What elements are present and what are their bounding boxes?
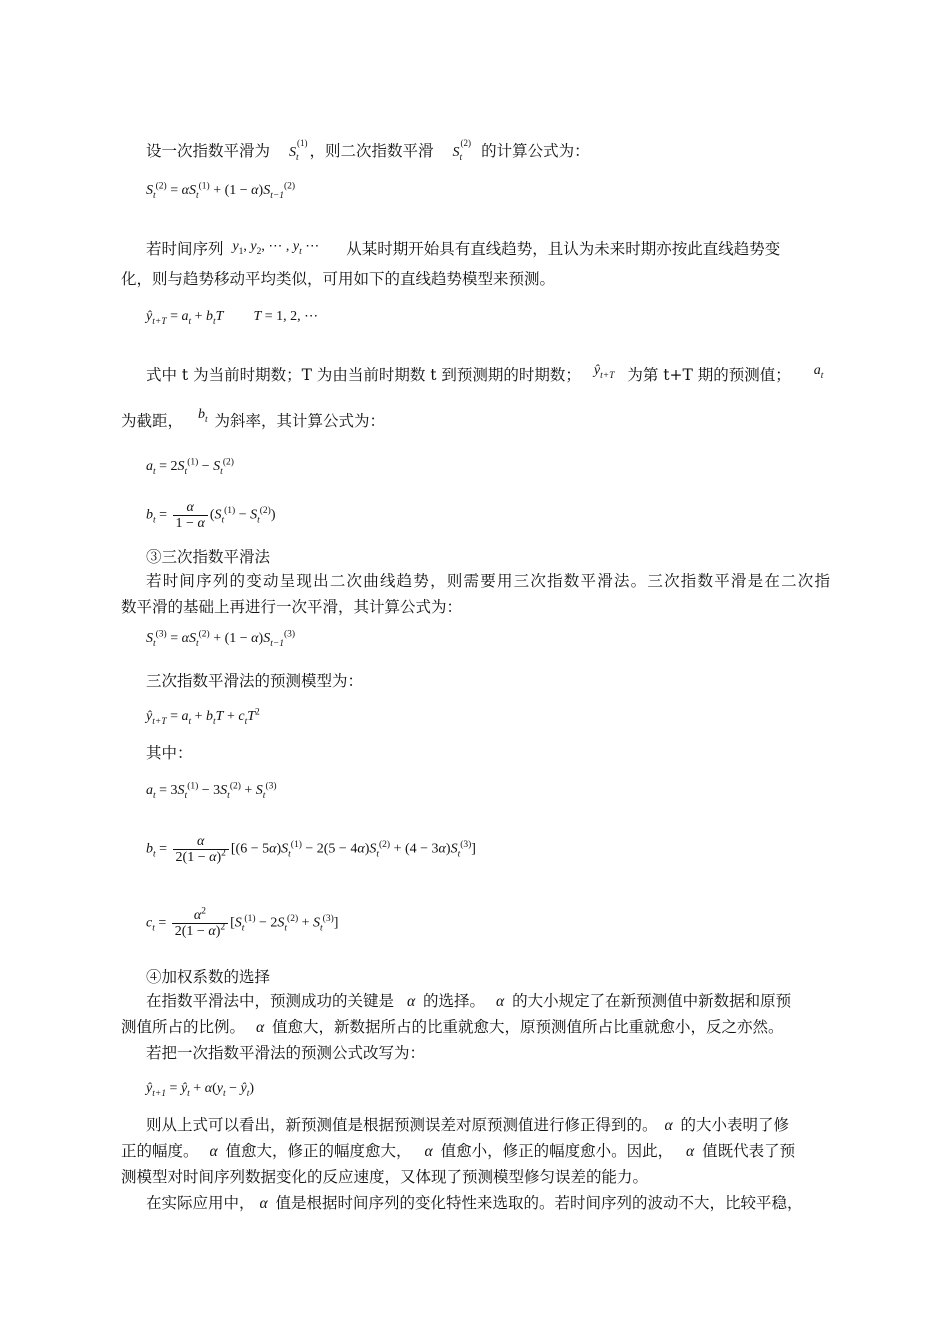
paragraph-triple-smoothing-line2: 数平滑的基础上再进行一次平滑，其计算公式为： (121, 598, 463, 616)
text-p9f: 值既代表了预 (702, 1142, 796, 1160)
formula-quadratic-at: $a_t = 3S_t^{(1)} - 3S_t^{(2)} + S_t^{(3)}$ (146, 781, 277, 801)
text-p7b: 的选择。 (423, 992, 486, 1010)
alpha-symbol: α (406, 993, 416, 1010)
text-p7d: 测值所占的比例。 (121, 1018, 246, 1036)
paragraph-practical-application (146, 1192, 830, 1215)
text-p9b: 的大小表明了修 (680, 1116, 790, 1134)
inline-formula-st1: $S_t$ (1) (288, 138, 308, 163)
formula-intercept-at: $a_t = 2S_t^{(1)} - S_t^{(2)}$ (146, 457, 234, 477)
text-p7a: 在指数平滑法中，预测成功的关键是 (146, 992, 395, 1010)
paragraph-weight-line2 (121, 1016, 784, 1039)
alpha-symbol: α (255, 1019, 265, 1036)
text-p2c: 化，则与趋势移动平均类似，可用如下的直线趋势模型来预测。 (121, 270, 556, 288)
alpha-symbol: α (495, 993, 505, 1010)
section-heading-triple-smoothing: ③三次指数平滑法 (146, 548, 271, 566)
text-p7c: 的大小规定了在新预测值中新数据和原预 (512, 992, 792, 1010)
alpha-symbol: α (209, 1143, 218, 1160)
section-heading-weight-selection: ④加权系数的选择 (146, 968, 271, 986)
formula-linear-trend-model: $ŷ_{t+T} = a_t + b_tT$ T = 1, 2, ⋯ (146, 309, 319, 327)
paragraph-correction-line2 (121, 1140, 795, 1163)
inline-formula-bt: $b_t$ (197, 407, 208, 425)
text-p3d: 为斜率，其计算公式为： (214, 412, 386, 430)
alpha-symbol: α (424, 1143, 433, 1160)
text-p1b: ，则二次指数平滑 (309, 142, 434, 160)
inline-formula-st2: $S_t$ (2) (452, 138, 471, 163)
paragraph-variable-definitions-line2 (121, 407, 386, 434)
formula-third-order-smoothing: $S_t^{(3)} = \alpha S_t^{(2)} + (1 - \alpha)S_{t-1}^{(3)}$ (146, 629, 296, 649)
paragraph-rewrite-intro: 若把一次指数平滑法的预测公式改写为： (146, 1044, 426, 1062)
formula-quadratic-ct: $c_t$ = $\frac{\alpha^2}{2(1 - \alpha)^2}$ $[S_t^{(1)} - 2S_t^{(2)} + S_t^{(3)}]$ (146, 906, 339, 939)
text-p7e: 值愈大，新数据所占的比重就愈大，原预测值所占比重就愈小，反之亦然。 (272, 1018, 784, 1036)
text-p10b: 值是根据时间序列的变化特性来选取的。若时间序列的波动不大，比较平稳， (275, 1194, 803, 1212)
inline-formula-series: $y_1$, $y_2$, ⋯ , $y_t$ ⋯ (232, 239, 320, 257)
formula-slope-bt: $b_t$ = $\frac{\alpha}{1 - \alpha}$ $(S_t^{(1)} - S_t^{(2)})$ (146, 500, 276, 531)
alpha-symbol: α (686, 1143, 695, 1160)
formula-update-rule: $ŷ_{t+1}$ = $ŷ_t + \alpha(y_t$ − $ŷ_t$) (146, 1081, 255, 1099)
paragraph-triple-smoothing-line1: 若时间序列的变动呈现出二次曲线趋势，则需要用三次指数平滑法。三次指数平滑是在二次指 (146, 572, 830, 590)
text-p10a: 在实际应用中， (146, 1194, 255, 1212)
text-p2a: 若时间序列 (146, 240, 224, 258)
alpha-symbol: α (664, 1117, 673, 1134)
text-p3a: 式中 t 为当前时期数；T 为由当前时期数 t 到预测期的时期数； (146, 366, 581, 384)
text-p9d: 值愈大，修正的幅度愈大， (225, 1142, 412, 1160)
text-p1a: 设一次指数平滑为 (146, 142, 271, 160)
alpha-symbol: α (259, 1195, 268, 1212)
text-p9e: 值愈小，修正的幅度愈小。因此， (440, 1142, 674, 1160)
inline-formula-at: $a_t$ (813, 363, 824, 381)
paragraph-correction-line3: 测模型对时间序列数据变化的反应速度，又体现了预测模型修匀误差的能力。 (121, 1168, 649, 1186)
paragraph-weight-line1 (146, 990, 830, 1013)
paragraph-where: 其中： (146, 744, 193, 762)
text-p2b: 从某时期开始具有直线趋势，且认为未来时期亦按此直线趋势变 (346, 240, 781, 258)
text-p3c: 为截距， (121, 412, 184, 430)
text-p1c: 的计算公式为： (481, 142, 590, 160)
text-p9a: 则从上式可以看出，新预测值是根据预测误差对原预测值进行修正得到的。 (146, 1116, 658, 1134)
formula-quadratic-bt: $b_t$ = $\frac{\alpha}{2(1 - \alpha)^2}$ $[(6 - 5\alpha)S_t^{(1)} - 2(5 - 4\alpha)S_t^{(2)} + (4 - 3\alpha)S_t^{(3)}]$ (146, 834, 476, 865)
formula-quadratic-model: $ŷ_{t+T} = a_t + b_tT + c_tT^2$ (146, 707, 260, 727)
paragraph-quadratic-model-intro: 三次指数平滑法的预测模型为： (146, 672, 364, 690)
text-p9c: 正的幅度。 (121, 1142, 199, 1160)
inline-formula-yhat: $ŷ_{t+T}$ (593, 363, 615, 381)
paragraph-linear-trend-line1 (146, 238, 830, 262)
text-p3b: 为第 t+T 期的预测值； (627, 366, 791, 384)
paragraph-correction-line1 (146, 1114, 830, 1137)
paragraph-variable-definitions-line1 (146, 364, 823, 388)
paragraph-first-order-intro (146, 140, 590, 164)
formula-second-order-smoothing: $S_t^{(2)} = \alpha S_t^{(1)} + (1 - \alpha)S_{t-1}^{(2)}$ (146, 181, 296, 201)
paragraph-linear-trend-line2 (121, 268, 555, 290)
